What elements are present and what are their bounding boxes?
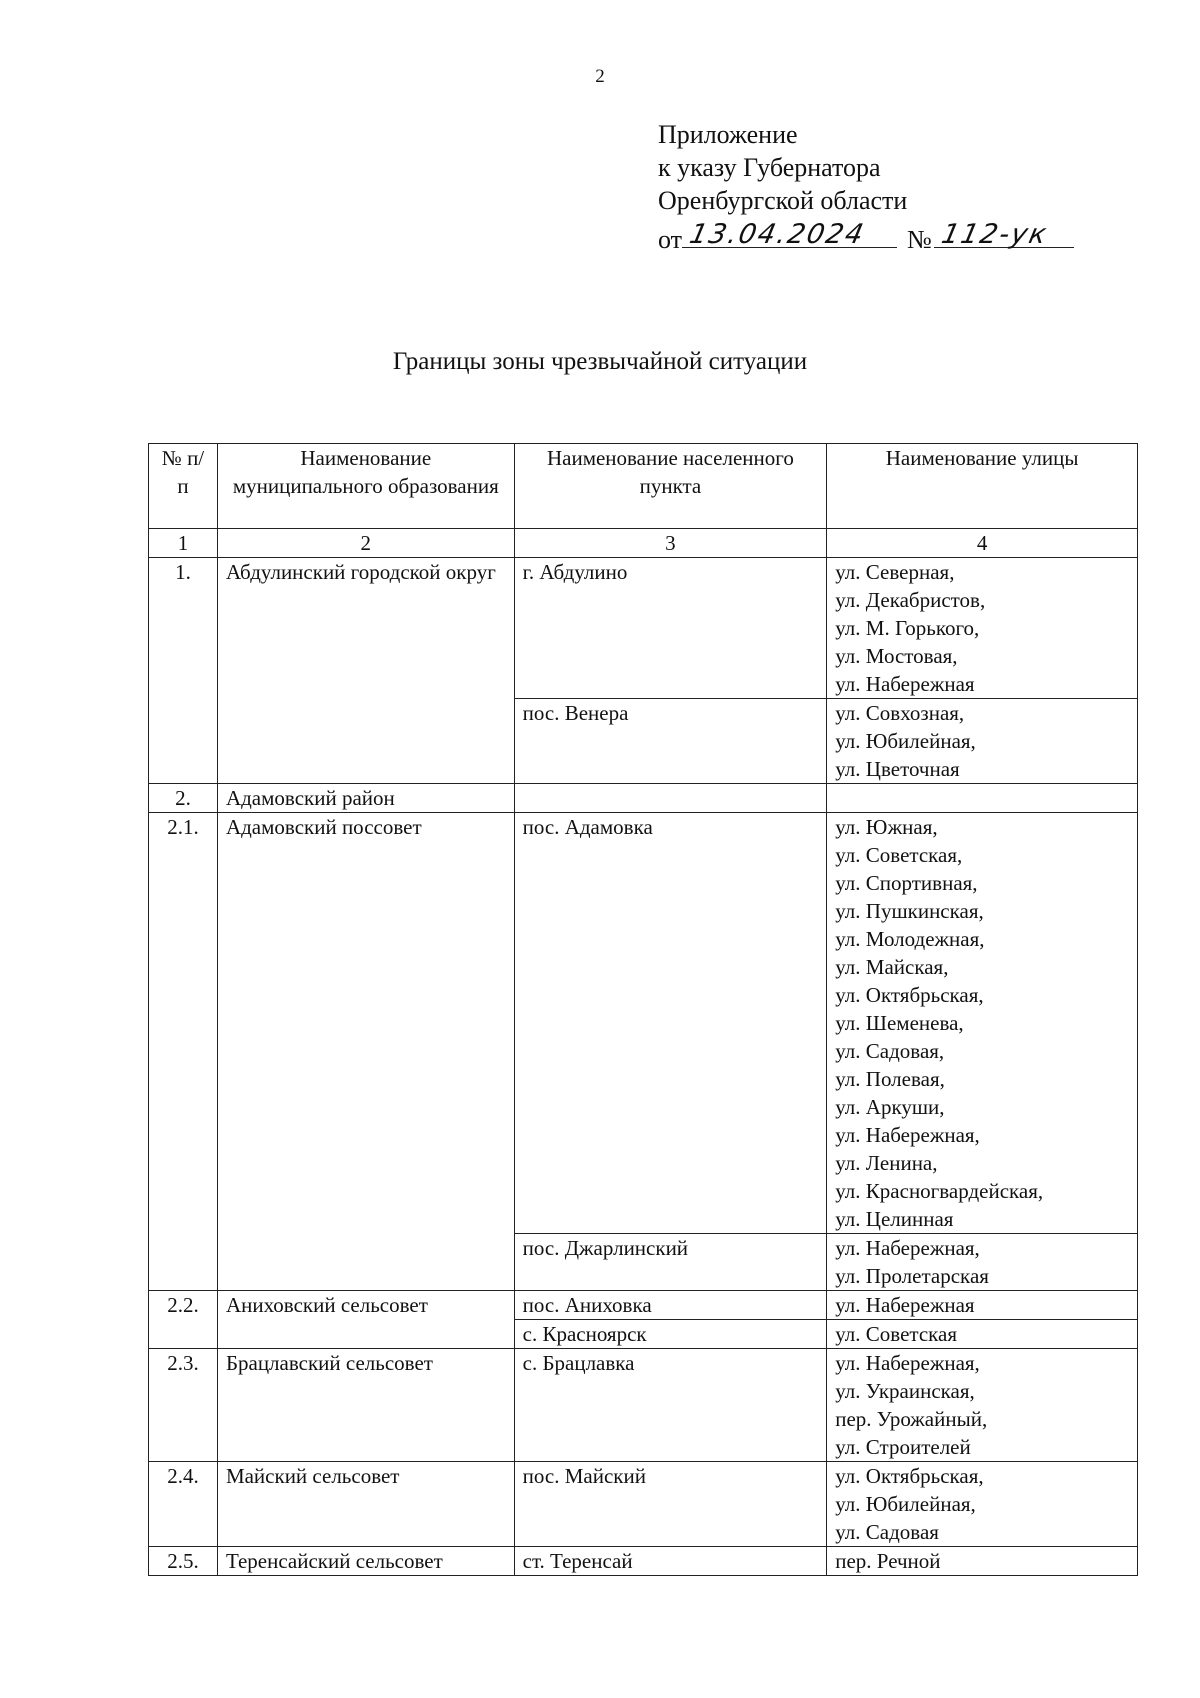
table-row [149,1547,1138,1576]
column-number-row [149,529,1138,558]
header-settlement: Наименование населенного пункта [514,444,827,529]
street-name: ул. Советская, [835,843,963,867]
table-row [149,784,1138,813]
street-name: ул. Октябрьская, [835,1464,984,1488]
settlement-cell: пос. Майский [514,1462,827,1547]
row-number: 2.2. [149,1291,218,1349]
street-name: ул. Декабристов, [835,588,986,612]
appendix-line-2: к указу Губернатора [658,153,881,182]
street-name: ул. Ленина, [835,1151,938,1175]
streets-cell [827,558,1138,699]
settlement-cell [514,784,827,813]
handwritten-date: 13.04.2024 [686,219,868,250]
table-row [149,1291,1138,1320]
streets-cell [827,1320,1138,1349]
municipality-cell: Адамовский поссовет [217,813,514,1291]
street-name: ул. Советская [835,1322,958,1346]
header-num: № п/п [149,444,218,529]
street-name: ул. Цветочная [835,757,960,781]
settlement-cell: пос. Джарлинский [514,1234,827,1291]
column-number: 4 [827,529,1138,558]
appendix-header [658,118,1074,256]
appendix-line-3: Оренбургской области [658,186,908,215]
header-street: Наименование улицы [827,444,1138,529]
municipality-cell: Теренсайский сельсовет [217,1547,514,1576]
street-name: ул. Октябрьская, [835,983,984,1007]
street-name: ул. Строителей [835,1435,971,1459]
street-name: ул. Украинская, [835,1379,975,1403]
settlement-cell: с. Красноярск [514,1320,827,1349]
streets-cell [827,784,1138,813]
streets-cell [827,1462,1138,1547]
table-row [149,1349,1138,1462]
streets-cell [827,1234,1138,1291]
street-name: ул. Юбилейная, [835,729,976,753]
street-name: ул. Садовая [835,1520,939,1544]
header-municipality: Наименование муниципального образования [217,444,514,529]
streets-cell [827,1547,1138,1576]
street-name: ул. Набережная [835,1293,975,1317]
street-name: ул. Набережная, [835,1351,980,1375]
appendix-line-1: Приложение [658,120,798,149]
municipality-cell: Абдулинский городской округ [217,558,514,784]
appendix-date-number-line [658,217,1074,256]
street-name: ул. Молодежная, [835,927,985,951]
municipality-cell: Аниховский сельсовет [217,1291,514,1349]
street-name: ул. Спортивная, [835,871,978,895]
settlement-cell: г. Абдулино [514,558,827,699]
row-number: 1. [149,558,218,784]
table-row [149,558,1138,699]
street-name: ул. Южная, [835,815,938,839]
municipality-cell: Адамовский район [217,784,514,813]
streets-cell [827,699,1138,784]
settlement-cell: с. Брацлавка [514,1349,827,1462]
street-name: ул. Мостовая, [835,644,958,668]
table-row [149,1462,1138,1547]
row-number: 2.3. [149,1349,218,1462]
street-name: ул. Набережная [835,672,975,696]
street-name: ул. Набережная, [835,1236,980,1260]
column-number: 2 [217,529,514,558]
row-number: 2. [149,784,218,813]
document-title: Границы зоны чрезвычайной ситуации [392,348,808,375]
street-name: ул. Целинная [835,1207,954,1231]
settlement-cell: пос. Венера [514,699,827,784]
street-name: ул. Пролетарская [835,1264,989,1288]
page-number: 2 [595,66,605,87]
street-name: ул. Аркуши, [835,1095,945,1119]
settlement-cell: пос. Аниховка [514,1291,827,1320]
street-name: ул. Юбилейная, [835,1492,976,1516]
municipality-cell: Брацлавский сельсовет [217,1349,514,1462]
row-number: 2.5. [149,1547,218,1576]
column-number: 1 [149,529,218,558]
street-name: ул. Полевая, [835,1067,945,1091]
handwritten-number: 112-ук [938,219,1051,250]
settlement-cell: пос. Адамовка [514,813,827,1234]
streets-cell [827,813,1138,1234]
row-number: 2.4. [149,1462,218,1547]
number-prefix: № [907,225,932,254]
street-name: ул. Совхозная, [835,701,965,725]
date-prefix: от [658,225,683,254]
street-name: ул. М. Горького, [835,616,980,640]
column-number: 3 [514,529,827,558]
row-number: 2.1. [149,813,218,1291]
zones-table [148,443,1138,1576]
settlement-cell: ст. Теренсай [514,1547,827,1576]
street-name: ул. Северная, [835,560,955,584]
table-row [149,813,1138,1234]
street-name: пер. Урожайный, [835,1407,988,1431]
street-name: ул. Красногвардейская, [835,1179,1044,1203]
street-name: ул. Майская, [835,955,949,979]
municipality-cell: Майский сельсовет [217,1462,514,1547]
street-name: ул. Набережная, [835,1123,980,1147]
date-field [682,217,897,248]
table-header-row [149,444,1138,529]
streets-cell [827,1349,1138,1462]
street-name: пер. Речной [835,1549,941,1573]
street-name: ул. Шеменева, [835,1011,964,1035]
street-name: ул. Садовая, [835,1039,945,1063]
streets-cell [827,1291,1138,1320]
number-field [934,217,1074,248]
street-name: ул. Пушкинская, [835,899,984,923]
